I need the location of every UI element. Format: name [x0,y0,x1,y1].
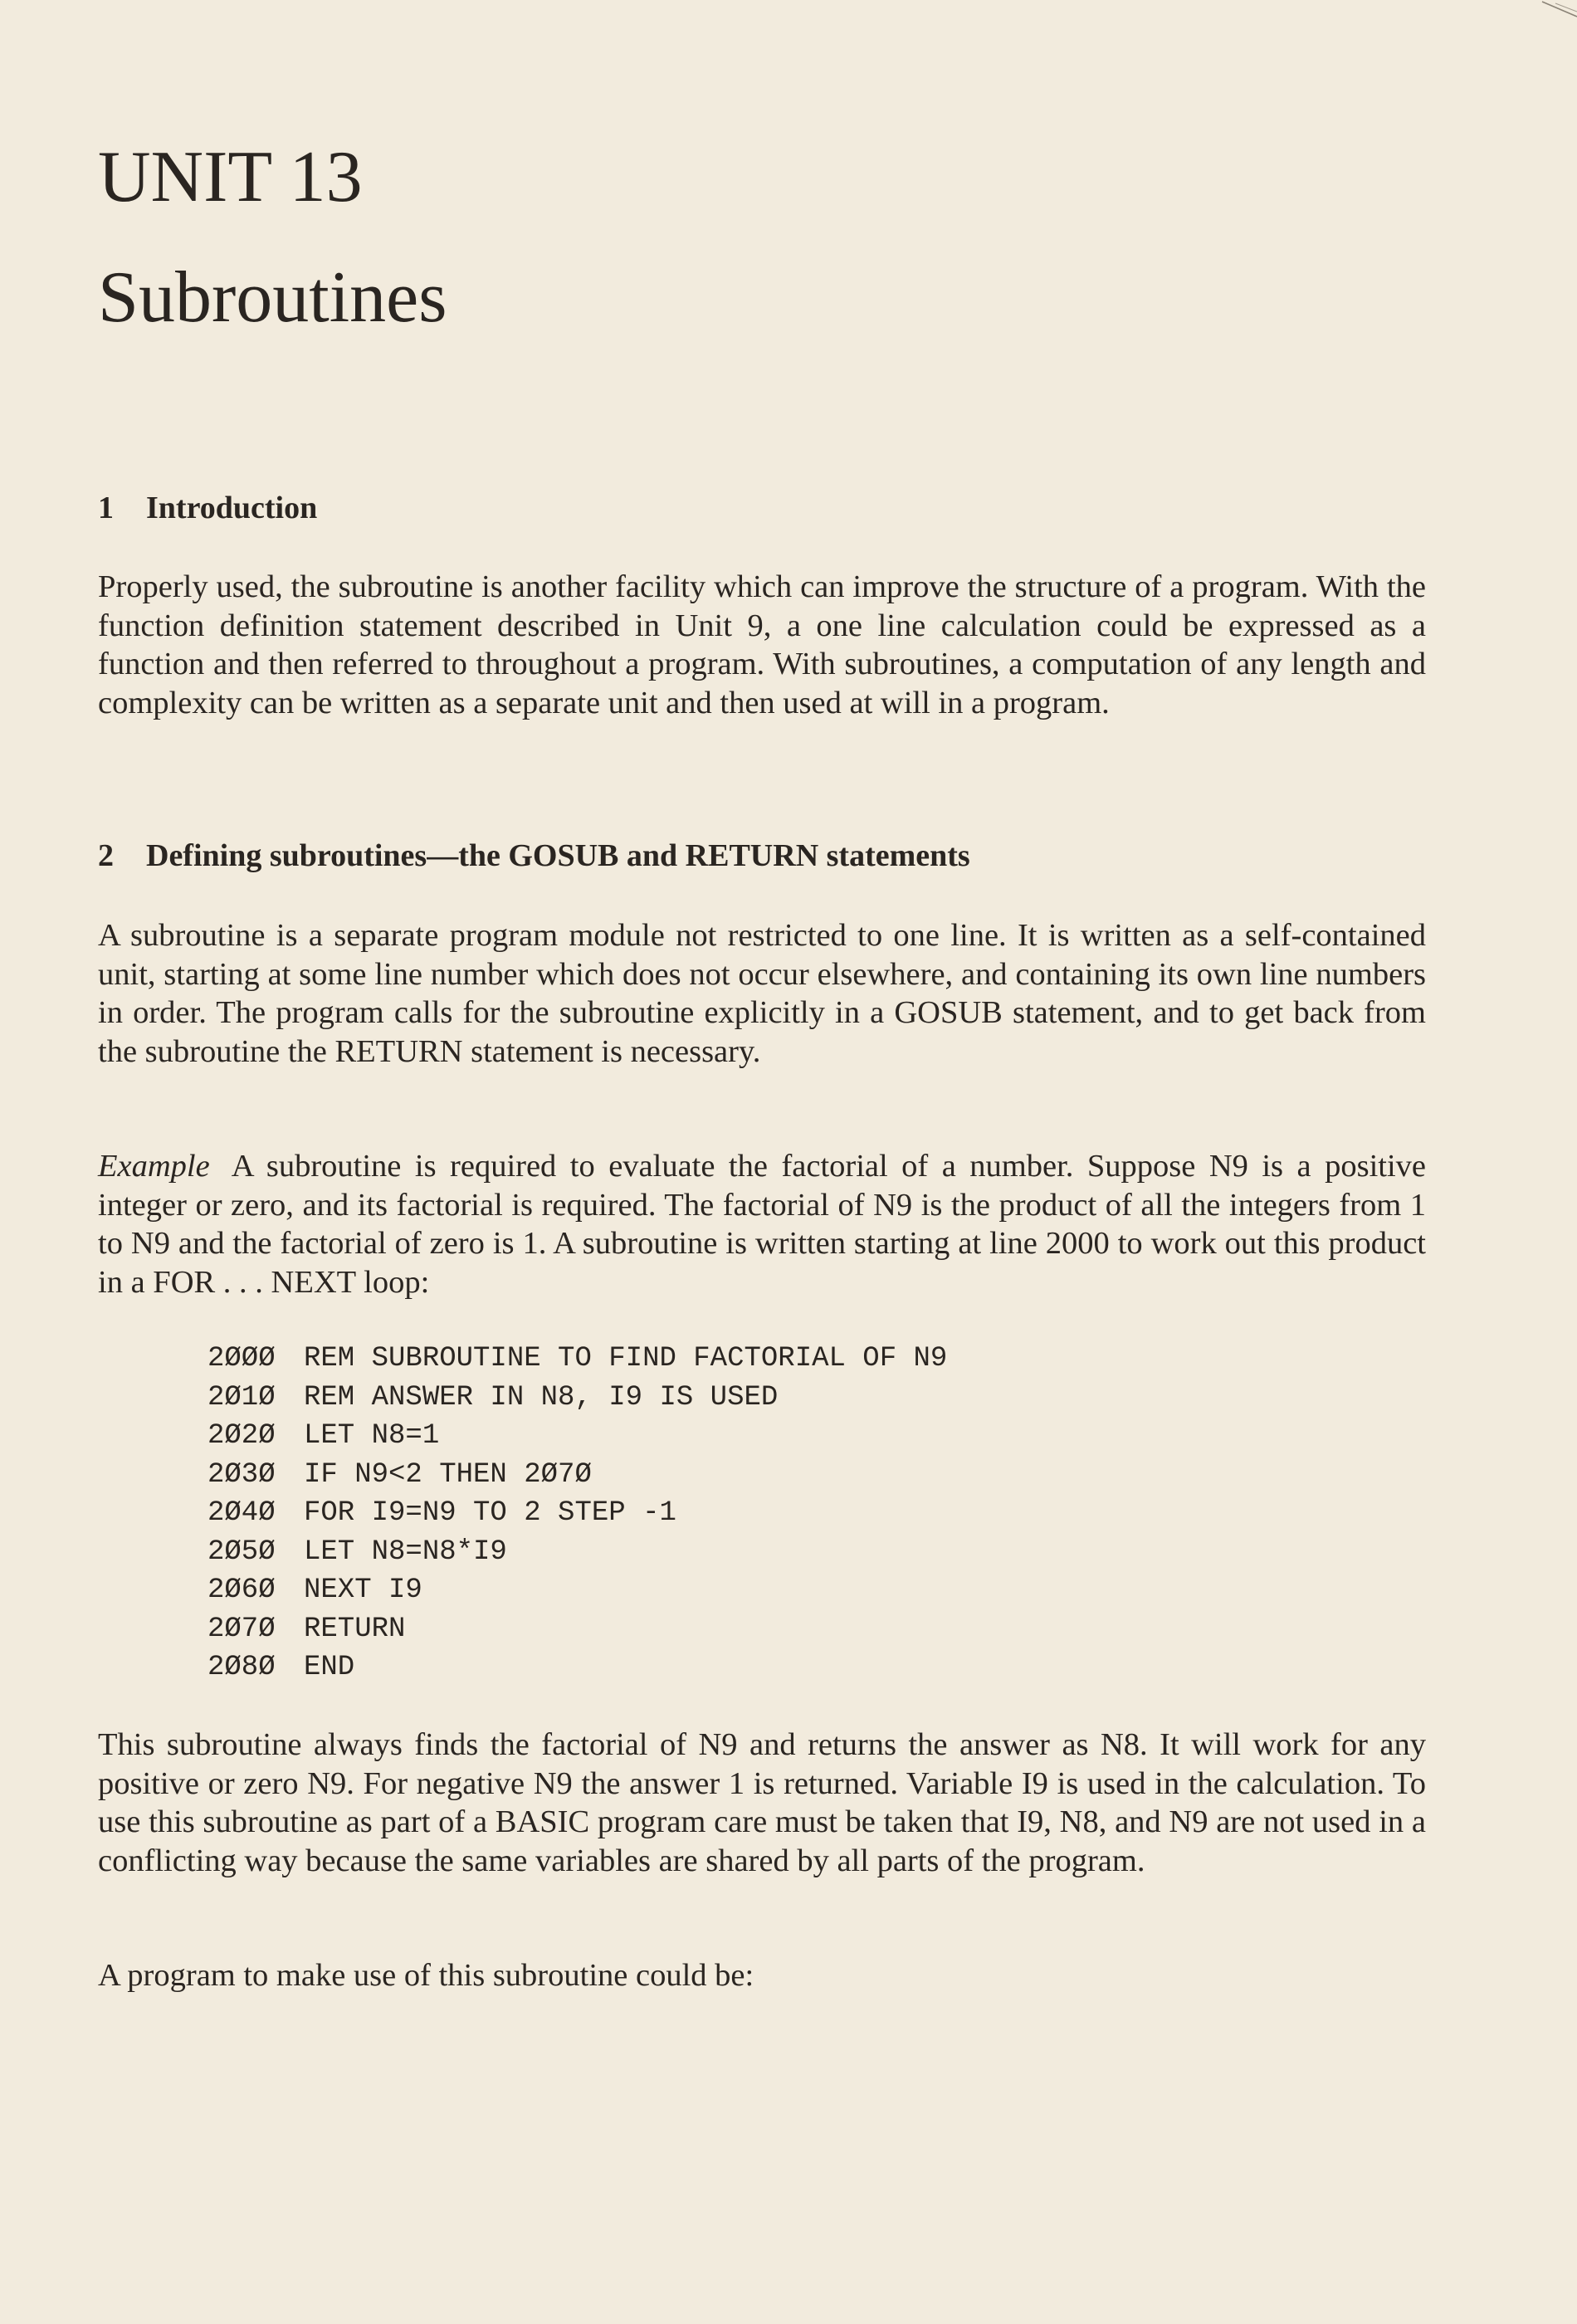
code-line [208,1340,947,1379]
introduction-paragraph: Properly used, the subroutine is another facility which can improve the structure of a program. With the function definition statement described in Unit 9, a one line calculation could be expressed as a function and then referred to throughout a program. With subroutines, a computation of any length and complexity can be written as a separate unit and then used at will in a program. [98,569,1426,720]
code-statement: REM SUBROUTINE TO FIND FACTORIAL OF N9 [304,1343,948,1374]
code-line-number: 2Ø7Ø [208,1613,276,1645]
code-line-number: 2Ø2Ø [208,1420,276,1452]
example-lead-label: Example [98,1149,210,1184]
code-line [208,1456,947,1495]
code-line-number: 2Ø4Ø [208,1497,276,1529]
section-heading-defining-subroutines [98,837,970,876]
basic-code-listing [208,1340,947,1687]
example-paragraph [98,1147,1426,1301]
code-line [208,1571,947,1610]
page-corner-scratch-mark [1540,0,1577,25]
subroutine-explanation-paragraph: This subroutine always finds the factorial of N9 and returns the answer as N8. It will work for any positive or zero N9. For negative N9 the answer 1 is returned. Variable I9 is used in the calculation. To use this subroutine as part of a BASIC program care must be taken that I9, N8, and N9 are not used in a conflicting way because the same variables are shared by all parts of the program. [98,1727,1426,1878]
code-statement: FOR I9=N9 TO 2 STEP -1 [304,1497,676,1529]
closing-paragraph: A program to make use of this subroutine could be: [98,1958,754,1993]
code-line-number: 2Ø8Ø [208,1652,276,1683]
code-line-number: 2Ø6Ø [208,1575,276,1606]
code-line [208,1648,947,1687]
unit-title-heading: Subroutines [98,257,447,338]
code-line-number: 2ØØØ [208,1343,276,1374]
code-line [208,1494,947,1533]
section-title: Defining subroutines—the GOSUB and RETURN statements [146,838,970,873]
code-statement: LET N8=N8*I9 [304,1536,507,1568]
section-heading-introduction [98,490,317,528]
code-statement: IF N9<2 THEN 2Ø7Ø [304,1458,592,1491]
code-statement: END [304,1652,355,1683]
code-statement: LET N8=1 [304,1420,440,1452]
code-statement: REM ANSWER IN N8, I9 IS USED [304,1381,779,1413]
code-line [208,1533,947,1572]
example-text: A subroutine is required to evaluate the factorial of a number. Suppose N9 is a positive integer or zero, and its factorial is required. The factorial of N9 is the product of all the integers from 1 to N9 and the factorial of zero is 1. A subroutine is written starting at line 2000 to work out this product in a FOR . . . NEXT loop: [98,1149,1426,1300]
code-line [208,1379,947,1418]
code-statement: NEXT I9 [304,1575,422,1606]
defining-subroutines-paragraph: A subroutine is a separate program module not restricted to one line. It is written as a self-contained unit, starting at some line number which does not occur elsewhere, and containing its own line numbers in order. The program calls for the subroutine explicitly in a GOSUB statement, and to get back from the subroutine the RETURN statement is necessary. [98,918,1426,1069]
code-line [208,1417,947,1456]
code-line-number: 2Ø3Ø [208,1458,276,1491]
section-title: Introduction [146,491,318,525]
unit-number-heading: UNIT 13 [98,137,363,217]
section-number: 2 [98,838,114,873]
code-line [208,1610,947,1649]
code-line-number: 2Ø1Ø [208,1381,276,1413]
code-line-number: 2Ø5Ø [208,1536,276,1568]
code-statement: RETURN [304,1613,406,1645]
section-number: 1 [98,491,114,525]
